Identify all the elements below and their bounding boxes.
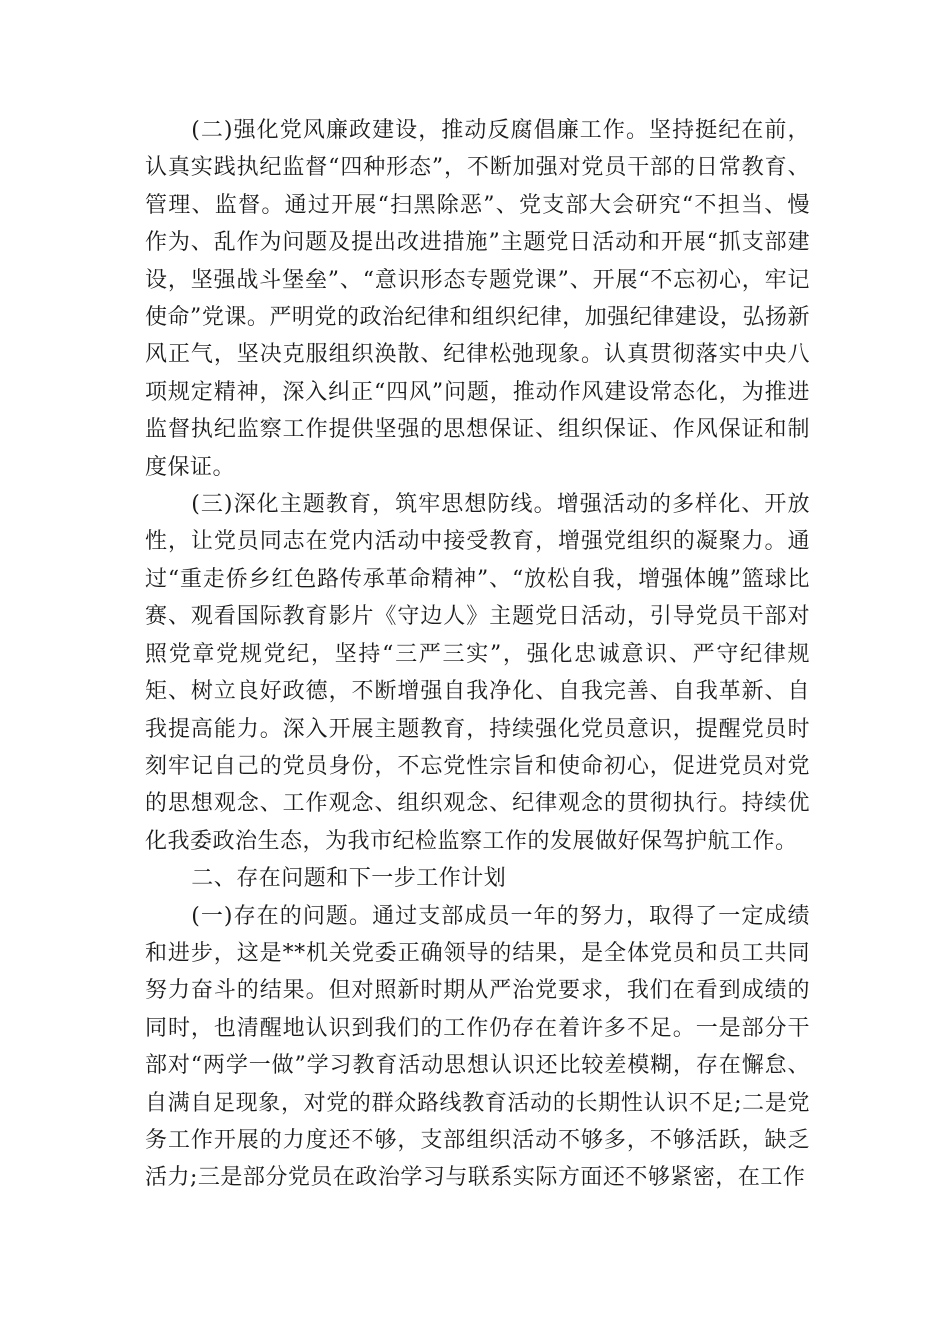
paragraph-strengthen-integrity: (二)强化党风廉政建设，推动反腐倡廉工作。坚持挺纪在前，认真实践执纪监督“四种形态”，不断加强对党员干部的日常教育、管理、监督。通过开展“扫黑除恶”、党支部大会研究“不担当、慢作为、乱作为问题及提出改进措施”主题党日活动和开展“抓支部建设，坚强战斗堡垒”、“意识形态专题党课”、开展“不忘初心，牢记使命”党课。严明党的政治纪律和组织纪律，加强纪律建设，弘扬新风正气，坚决克服组织涣散、纪律松弛现象。认真贯彻落实中央八项规定精神，深入纠正“四风”问题，推动作风建设常态化，为推进监督执纪监察工作提供坚强的思想保证、组织保证、作风保证和制度保证。	[145, 118, 810, 480]
paragraph-theme-education: (三)深化主题教育，筑牢思想防线。增强活动的多样化、开放性，让党员同志在党内活动中接受教育，增强党组织的凝聚力。通过“重走侨乡红色路传承革命精神”、“放松自我，增强体魄”篮球比赛、观看国际教育影片《守边人》主题党日活动，引导党员干部对照党章党规党纪，坚持“三严三实”，强化忠诚意识、严守纪律规矩、树立良好政德，不断增强自我净化、自我完善、自我革新、自我提高能力。深入开展主题教育，持续强化党员意识，提醒党员时刻牢记自己的党员身份，不忘党性宗旨和使命初心，促进党员对党的思想观念、工作观念、组织观念、纪律观念的贯彻执行。持续优化我委政治生态，为我市纪检监察工作的发展做好保驾护航工作。	[145, 492, 810, 854]
paragraph-existing-problems: (一)存在的问题。通过支部成员一年的努力，取得了一定成绩和进步，这是**机关党委正确领导的结果，是全体党员和员工共同努力奋斗的结果。但对照新时期从严治党要求，我们在看到成绩的同时，也清醒地认识到我们的工作仍存在着许多不足。一是部分干部对“两学一做”学习教育活动思想认识还比较差模糊，存在懈怠、自满自足现象，对党的群众路线教育活动的长期性认识不足;二是党务工作开展的力度还不够，支部组织活动不够多，不够活跃，缺乏活力;三是部分党员在政治学习与联系实际方面还不够紧密，在工作	[145, 903, 810, 1191]
section-heading-problems-plan: 二、存在问题和下一步工作计划	[191, 866, 507, 892]
document-body	[145, 112, 810, 1197]
